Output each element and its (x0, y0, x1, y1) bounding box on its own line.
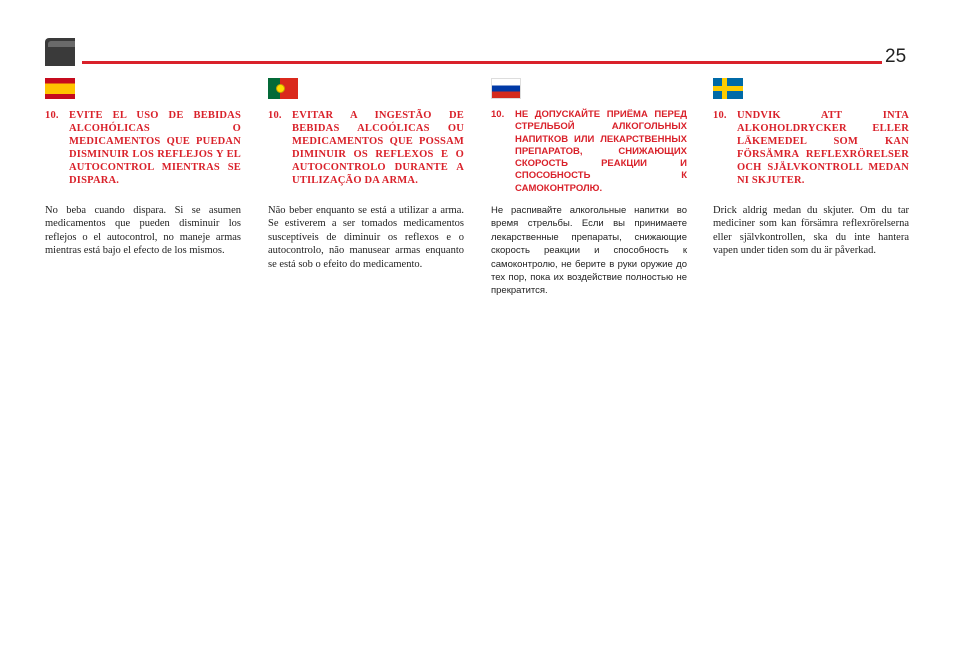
warning-number: 10. (491, 109, 505, 120)
header-tab-icon (45, 38, 75, 66)
warning-number: 10. (713, 110, 727, 121)
body-paragraph: Não beber enquanto se está a utilizar a arma. Se estiverem a ser tomados medicamentos susceptíveis de diminuir os reflexos e o autocontrolo, não manusear armas enquanto se está sob o efeito do medicamento. (268, 205, 464, 270)
warning-text: НЕ ДОПУСКАЙТЕ ПРИЁМА ПЕРЕД СТРЕЛЬБОЙ АЛКОГОЛЬНЫХ НАПИТКОВ ИЛИ ЛЕКАРСТВЕННЫХ ПРЕПАРАТОВ, СНИЖАЮЩИХ СКОРОСТЬ РЕАКЦИИ И СПОСОБНОСТЬ К САМОКОНТРОЛЮ. (515, 109, 687, 194)
russia-flag-icon (491, 78, 521, 99)
warning-heading (713, 109, 909, 187)
header-rule (82, 61, 882, 64)
warning-text: EVITE EL USO DE BEBIDAS ALCOHÓLICAS O MEDICAMENTOS QUE PUEDAN DISMINUIR LOS REFLEJOS Y EL AUTOCONTROL MIENTRAS SE DISPARA. (69, 110, 241, 186)
column-spanish (45, 78, 241, 257)
warning-heading (45, 109, 241, 187)
warning-number: 10. (45, 110, 59, 121)
body-paragraph: Drick aldrig medan du skjuter. Om du tar mediciner som kan försämra reflexrörelserna eller självkontrollen, ska du inte hantera vapen under tiden som du är påverkad. (713, 205, 909, 257)
column-russian (491, 78, 687, 297)
column-swedish (713, 78, 909, 257)
warning-text: EVITAR A INGESTÃO DE BEBIDAS ALCOÓLICAS OU MEDICAMENTOS QUE POSSAM DIMINUIR OS REFLEXOS E O AUTOCONTROLO DURANTE A UTILIZAÇÃO DA ARMA. (292, 110, 464, 186)
warning-heading (491, 109, 687, 195)
portugal-flag-icon (268, 78, 298, 99)
warning-text: UNDVIK ATT INTA ALKOHOLDRYCKER ELLER LÄKEMEDEL SOM KAN FÖRSÄMRA REFLEXRÖRELSER OCH SJÄLVKONTROLL MEDAN NI SKJUTER. (737, 110, 909, 186)
sweden-flag-icon (713, 78, 743, 99)
body-paragraph: No beba cuando dispara. Si se asumen medicamentos que pueden disminuir los reflejos o el autocontrol, no maneje armas mientras está bajo el efecto de los mismos. (45, 205, 241, 257)
page-number: 25 (885, 46, 907, 67)
warning-number: 10. (268, 110, 282, 121)
spain-flag-icon (45, 78, 75, 99)
column-portuguese (268, 78, 464, 270)
body-paragraph: Не распивайте алкогольные напитки во время стрельбы. Если вы принимаете лекарственные препараты, снижающие скорость реакции и способность к самоконтролю, не берите в руки оружие до тех пор, пока их воздействие полностью не прекратится. (491, 205, 687, 297)
warning-heading (268, 109, 464, 187)
